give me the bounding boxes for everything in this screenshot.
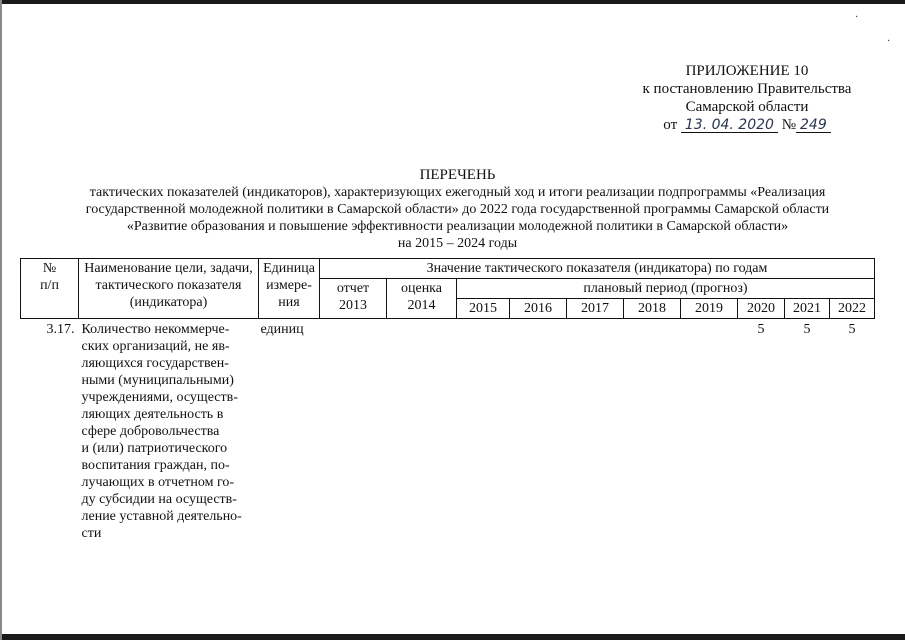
appendix-date-line <box>600 116 894 134</box>
header-year: 2021 <box>785 299 830 319</box>
handwritten-number: 249 <box>796 118 831 133</box>
row-value-2020: 5 <box>757 322 765 337</box>
handwritten-date: 13. 04. 2020 <box>681 118 778 133</box>
header-report-2013: отчет 2013 <box>320 279 387 319</box>
heading-line: «Развитие образования и повышение эффективности реализации молодежной политики в Самарской области» <box>126 219 789 234</box>
row-value-2016 <box>510 319 567 554</box>
table-row <box>21 319 875 554</box>
heading-line: государственной молодежной политики в Самарской области» до 2022 года государственной программы Самарской области <box>85 202 830 217</box>
row-unit: единиц <box>260 322 304 337</box>
row-value-2013 <box>320 319 387 554</box>
header-estimate-2014: оценка 2014 <box>387 279 457 319</box>
header-year: 2015 <box>457 299 510 319</box>
scan-border-bottom <box>0 634 905 640</box>
header-unit: Единица измере- ния <box>259 259 320 319</box>
header-year: 2016 <box>510 299 567 319</box>
row-num: 3.17. <box>46 322 75 337</box>
appendix-line: к постановлению Правительства <box>642 81 852 97</box>
row-value-2015 <box>457 319 510 554</box>
header-year: 2020 <box>738 299 785 319</box>
header-values-group: Значение тактического показателя (индикатора) по годам <box>320 259 875 279</box>
header-year: 2022 <box>830 299 875 319</box>
header-year: 2017 <box>567 299 624 319</box>
document-heading <box>20 167 895 252</box>
row-value-2022: 5 <box>848 322 856 337</box>
row-value-2021: 5 <box>803 322 811 337</box>
row-value-2018 <box>624 319 681 554</box>
header-name: Наименование цели, задачи, тактического показателя (индикатора) <box>79 259 259 319</box>
header-year: 2019 <box>681 299 738 319</box>
number-prefix: № <box>781 117 796 133</box>
date-prefix: от <box>663 117 678 133</box>
heading-title: ПЕРЕЧЕНЬ <box>419 167 496 183</box>
indicators-table <box>20 258 875 553</box>
scan-border-top <box>0 0 905 4</box>
row-value-2017 <box>567 319 624 554</box>
appendix-title: ПРИЛОЖЕНИЕ 10 <box>685 63 809 79</box>
row-value-2014 <box>387 319 457 554</box>
header-num: № п/п <box>21 259 79 319</box>
appendix-block <box>600 62 894 134</box>
heading-line: тактических показателей (индикаторов), характеризующих ежегодный ход и итоги реализации подпрограммы «Реализация <box>89 185 826 200</box>
row-indicator-name: Количество некоммерче- ских организаций, не яв- ляющихся государствен- ными (муниципальными) учреждениями, осуществ- ляющих деятельность в сфере добровольчества и (или) патриотического воспитания граждан, по- лучающих в отчетном го- ду субсидии на осуществ- ление уставной деятельно- сти <box>81 322 242 541</box>
header-year: 2018 <box>624 299 681 319</box>
scan-speck: · <box>887 36 891 47</box>
appendix-line: Самарской области <box>685 99 809 115</box>
row-value-2019 <box>681 319 738 554</box>
scan-speck: · <box>855 12 859 23</box>
scan-border-left <box>0 0 2 640</box>
header-plan-group: плановый период (прогноз) <box>457 279 875 299</box>
heading-line: на 2015 – 2024 годы <box>397 236 518 251</box>
